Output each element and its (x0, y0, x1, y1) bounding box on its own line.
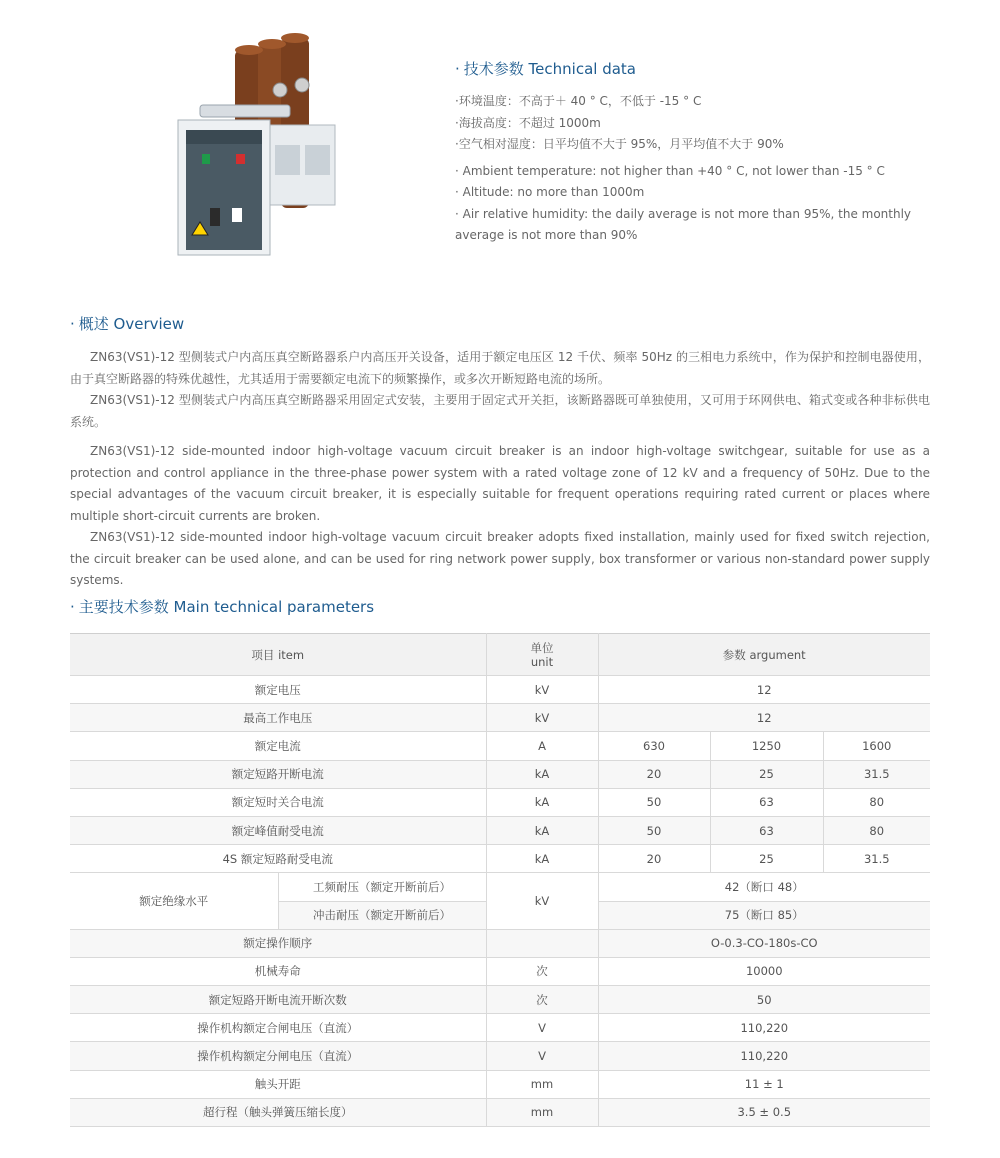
row-item-group: 额定绝缘水平 (70, 873, 278, 929)
row-value: 25 (710, 845, 823, 873)
tech-item: ·海拔高度：不超过 1000m (455, 115, 601, 130)
row-unit: V (486, 1042, 598, 1070)
parameters-section (70, 596, 930, 1127)
row-item: 额定短时关合电流 (70, 788, 486, 816)
table-row (70, 986, 930, 1014)
row-unit: 次 (486, 957, 598, 985)
table-header-row (70, 634, 930, 676)
row-value: O-0.3-CO-180s-CO (598, 929, 930, 957)
bullet-icon: · (70, 597, 75, 616)
tech-item: · Ambient temperature: not higher than +40 ° C, not lower than -15 ° C (455, 163, 885, 178)
bullet-icon: · (70, 314, 75, 333)
row-item: 操作机构额定合闸电压（直流） (70, 1014, 486, 1042)
tech-item: ·空气相对湿度：日平均值不大于 95%，月平均值不大于 90% (455, 137, 784, 151)
overview-section (70, 313, 930, 592)
row-value: 11 ± 1 (598, 1070, 930, 1098)
row-unit: kV (486, 676, 598, 704)
row-unit: mm (486, 1098, 598, 1126)
header-argument: 参数 argument (598, 634, 930, 676)
table-row (70, 816, 930, 844)
row-item: 额定峰值耐受电流 (70, 816, 486, 844)
table-row (70, 1098, 930, 1126)
table-row (70, 704, 930, 732)
row-value: 31.5 (823, 845, 930, 873)
row-unit: kA (486, 788, 598, 816)
table-row (70, 1014, 930, 1042)
row-value: 80 (823, 788, 930, 816)
row-value: 1250 (710, 732, 823, 760)
row-value: 12 (598, 704, 930, 732)
row-item: 超行程（触头弹簧压缩长度） (70, 1098, 486, 1126)
row-item: 额定短路开断电流开断次数 (70, 986, 486, 1014)
row-sub-item: 冲击耐压（额定开断前后） (278, 901, 486, 929)
row-unit: kA (486, 845, 598, 873)
table-row (70, 873, 930, 901)
overview-paragraph: ZN63(VS1)-12 side-mounted indoor high-voltage vacuum circuit breaker adopts fixed installation, mainly used for fixed switch rejection, the circuit breaker can be used alone, and can be used for ring network power supply, box transformer or various non-standard power supply systems. (70, 530, 930, 587)
row-item: 额定短路开断电流 (70, 760, 486, 788)
table-row (70, 732, 930, 760)
row-value: 75（断口 85） (598, 901, 930, 929)
row-value: 110,220 (598, 1042, 930, 1070)
table-row (70, 845, 930, 873)
row-value: 3.5 ± 0.5 (598, 1098, 930, 1126)
row-item: 操作机构额定分闸电压（直流） (70, 1042, 486, 1070)
row-unit: 次 (486, 986, 598, 1014)
row-sub-item: 工频耐压（额定开断前后） (278, 873, 486, 901)
row-unit: kA (486, 760, 598, 788)
row-value: 42（断口 48） (598, 873, 930, 901)
row-unit (486, 929, 598, 957)
row-value: 50 (598, 816, 710, 844)
row-unit: kV (486, 704, 598, 732)
technical-data-title: · 技术参数 Technical data (455, 59, 636, 78)
table-row (70, 1042, 930, 1070)
table-row (70, 788, 930, 816)
row-value: 12 (598, 676, 930, 704)
tech-item: · Altitude: no more than 1000m (455, 185, 645, 199)
overview-title: · 概述 Overview (70, 314, 185, 333)
row-unit: kV (486, 873, 598, 929)
table-row (70, 760, 930, 788)
tech-item: ·环境温度：不高于＋ 40 ° C，不低于 -15 ° C (455, 94, 702, 108)
technical-data-section (455, 58, 935, 247)
parameters-title: · 主要技术参数 Main technical parameters (70, 597, 375, 616)
parameters-table (70, 633, 930, 1127)
row-item: 额定电流 (70, 732, 486, 760)
row-value: 63 (710, 788, 823, 816)
row-unit: A (486, 732, 598, 760)
row-item: 额定操作顺序 (70, 929, 486, 957)
row-unit: mm (486, 1070, 598, 1098)
row-unit: V (486, 1014, 598, 1042)
row-item: 4S 额定短路耐受电流 (70, 845, 486, 873)
row-value: 10000 (598, 957, 930, 985)
row-item: 额定电压 (70, 676, 486, 704)
table-row (70, 676, 930, 704)
table-row (70, 929, 930, 957)
header-item: 项目 item (70, 634, 486, 676)
row-item: 机械寿命 (70, 957, 486, 985)
row-value: 50 (598, 788, 710, 816)
row-value: 50 (598, 986, 930, 1014)
row-item: 最高工作电压 (70, 704, 486, 732)
row-value: 63 (710, 816, 823, 844)
row-unit: kA (486, 816, 598, 844)
bullet-icon: · (455, 59, 460, 78)
table-row (70, 1070, 930, 1098)
row-value: 31.5 (823, 760, 930, 788)
row-value: 20 (598, 760, 710, 788)
row-value: 25 (710, 760, 823, 788)
header-unit: 单位 unit (486, 634, 598, 676)
tech-item: · Air relative humidity: the daily average is not more than 95%, the monthly average is not more than 90% (455, 206, 912, 242)
row-value: 80 (823, 816, 930, 844)
overview-paragraph: ZN63(VS1)-12 side-mounted indoor high-voltage vacuum circuit breaker is an indoor high-voltage switchgear, suitable for use as a protection and control appliance in the three-phase power system with a rated voltage zone of 12 kV and a frequency of 50Hz. Due to the special advantages of the vacuum circuit breaker, it is especially suitable for frequent operations requiring rated current or places where multiple short-circuit currents are broken. (70, 444, 930, 523)
overview-paragraph: ZN63(VS1)-12 型侧装式户内高压真空断路器采用固定式安装，主要用于固定式开关拒，该断路器既可单独使用，又可用于环网供电、箱式变或各种非标供电系统。 (70, 393, 930, 429)
row-value: 110,220 (598, 1014, 930, 1042)
table-row (70, 957, 930, 985)
overview-paragraph: ZN63(VS1)-12 型侧装式户内高压真空断路器系户内高压开关设备，适用于额定电压区 12 千伏、频率 50Hz 的三相电力系统中，作为保护和控制电器使用，由于真空断路器的特殊优越性，尤其适用于需要额定电流下的频繁操作，或多次开断短路电流的场所。 (70, 350, 930, 386)
circuit-breaker-image (170, 30, 350, 260)
row-value: 20 (598, 845, 710, 873)
row-value: 630 (598, 732, 710, 760)
row-item: 触头开距 (70, 1070, 486, 1098)
row-value: 1600 (823, 732, 930, 760)
